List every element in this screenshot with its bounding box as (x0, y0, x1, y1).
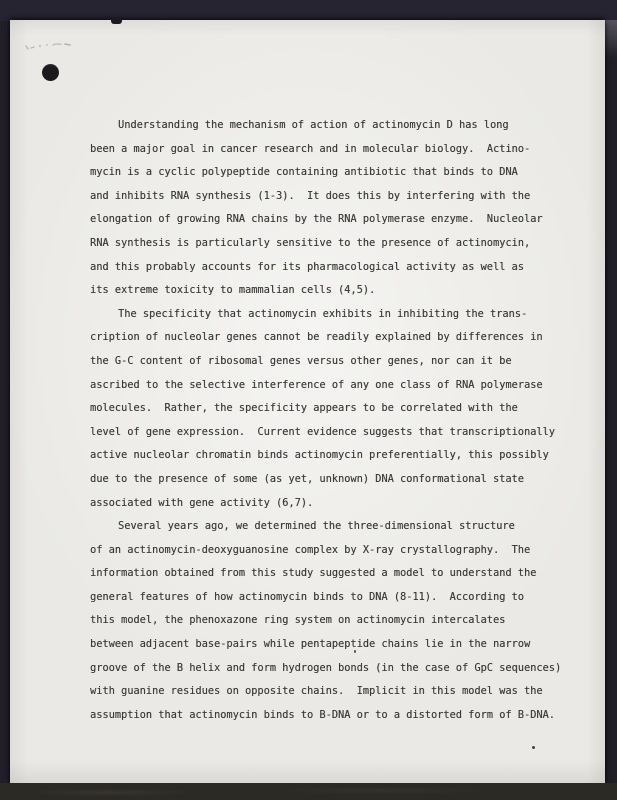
scanner-bed-top (0, 0, 617, 21)
text-line: general features of how actinomycin binds to DNA (8-11). According to (90, 590, 524, 603)
text-line: Understanding the mechanism of action of actinomycin D has long (118, 119, 509, 131)
text-line: and this probably accounts for its pharmacological activity as well as (90, 260, 524, 273)
scanner-bed-bottom (0, 783, 617, 800)
dust-speck (354, 650, 356, 653)
text-line: elongation of growing RNA chains by the RNA polymerase enzyme. Nucleolar (90, 213, 543, 226)
pencil-mark (23, 37, 75, 53)
text-line: Several years ago, we determined the three-dimensional structure (118, 520, 515, 533)
text-line: been a major goal in cancer research and in molecular biology. Actino- (90, 142, 531, 155)
text-line: level of gene expression. Current evidence suggests that transcriptionally (90, 425, 555, 438)
text-line: groove of the B helix and form hydrogen bonds (in the case of GpC sequences) (90, 661, 562, 674)
scan-artifact-notch (111, 17, 122, 24)
text-line: ascribed to the selective interference of any one class of RNA polymerase (90, 378, 543, 391)
text-line: of an actinomycin-deoxyguanosine complex by X-ray crystallography. The (90, 543, 531, 556)
hole-punch (42, 64, 59, 81)
text-line: associated with gene activity (6,7). (90, 496, 314, 509)
text-line: this model, the phenoxazone ring system on actinomycin intercalates (90, 614, 506, 627)
text-line: molecules. Rather, the specificity appears to be correlated with the (90, 402, 518, 415)
text-line: mycin is a cyclic polypeptide containing antibiotic that binds to DNA (90, 166, 518, 179)
text-line: its extreme toxicity to mammalian cells (4,5). (90, 284, 376, 297)
text-line: RNA synthesis is particularly sensitive to the presence of actinomycin, (90, 236, 531, 249)
text-line: between adjacent base-pairs while pentapeptide chains lie in the narrow (90, 638, 531, 651)
text-line: The specificity that actinomycin exhibits in inhibiting the trans- (118, 307, 528, 320)
text-line: the G-C content of ribosomal genes versus other genes, nor can it be (90, 354, 512, 367)
text-line: with guanine residues on opposite chains. Implicit in this model was the (90, 685, 543, 698)
text-line: assumption that actinomycin binds to B-DNA or to a distorted form of B-DNA. (90, 708, 555, 721)
text-line: due to the presence of some (as yet, unknown) DNA conformational state (90, 472, 524, 485)
text-block (90, 114, 585, 727)
text-line: active nucleolar chromatin binds actinomycin preferentially, this possibly (90, 449, 549, 462)
adjacent-sheet-edge (604, 20, 617, 58)
text-line: information obtained from this study suggested a model to understand the (90, 567, 537, 580)
document-page (10, 20, 605, 783)
text-line: cription of nucleolar genes cannot be readily explained by differences in (90, 331, 543, 344)
text-line: and inhibits RNA synthesis (1-3). It does this by interfering with the (90, 189, 531, 202)
dust-speck (532, 746, 535, 749)
